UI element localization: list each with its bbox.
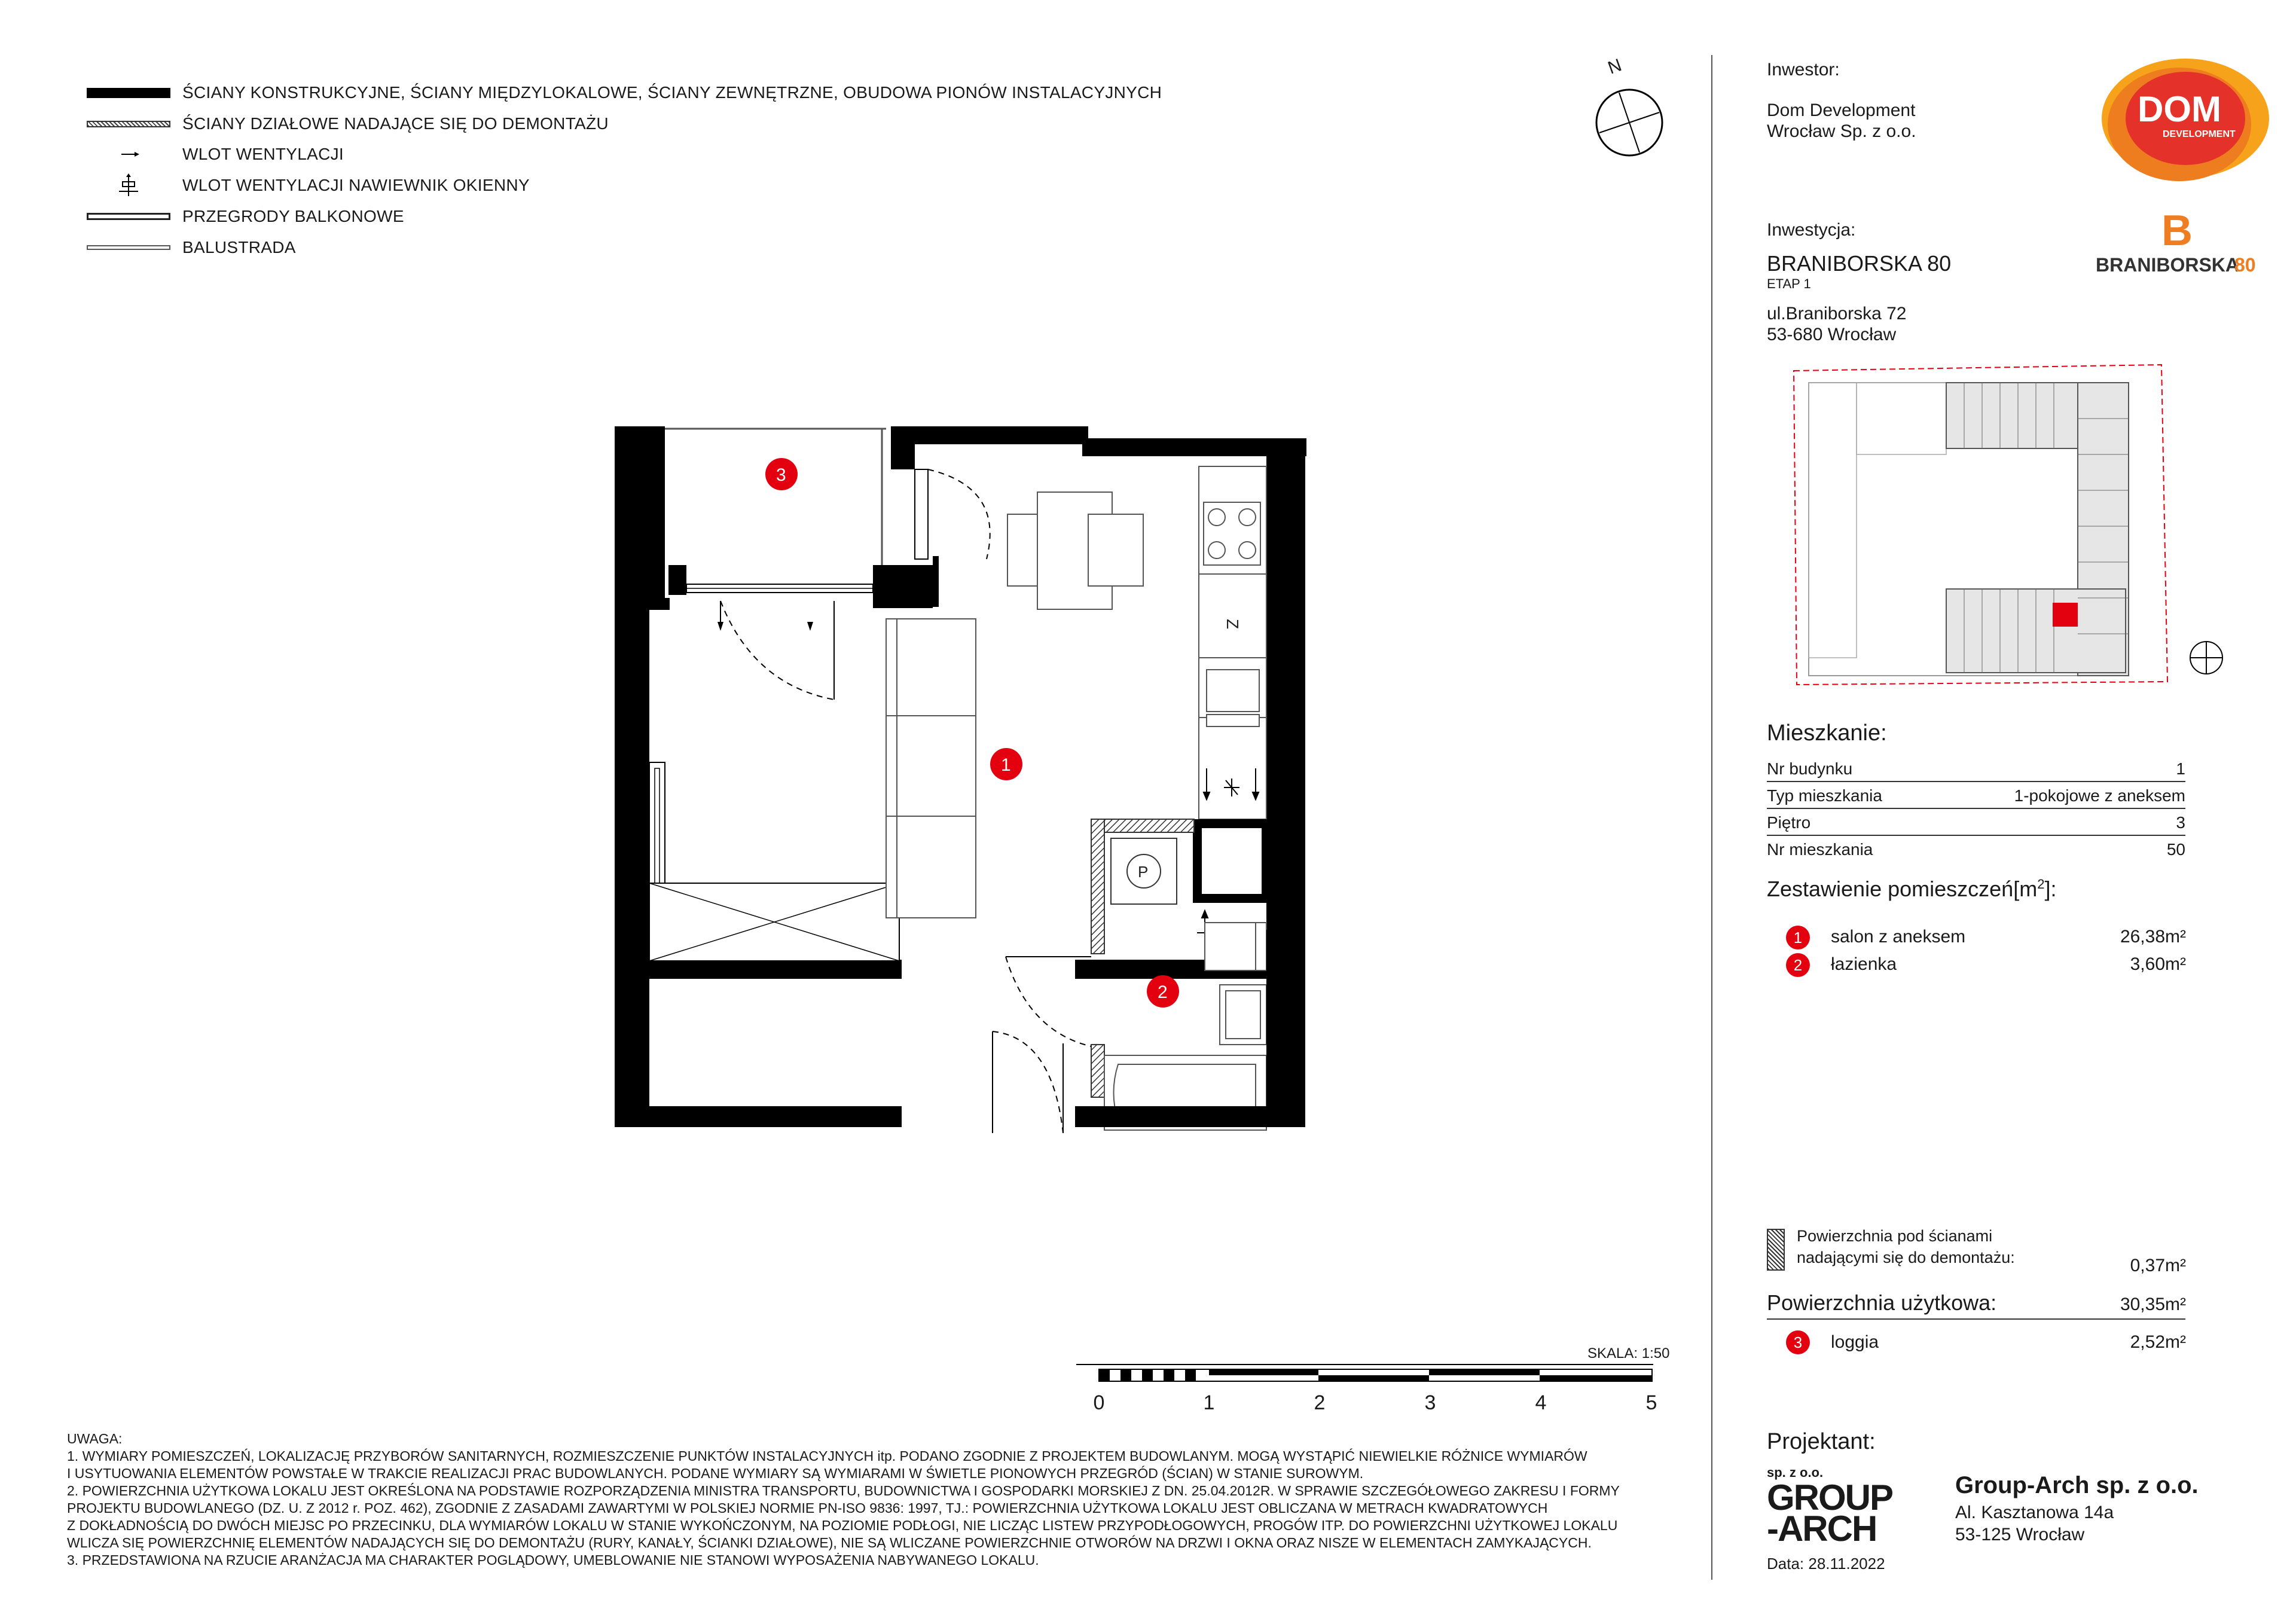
loggia-floor — [665, 429, 886, 565]
group-arch-logo-top: sp. z o.o. — [1767, 1465, 1824, 1480]
investment-city: 53-680 Wrocław — [1767, 325, 1897, 344]
braniborska-logo-number: 80 — [2234, 254, 2256, 276]
row-label: Piętro — [1767, 813, 1811, 832]
dining-set — [1007, 492, 1143, 609]
sofa — [886, 619, 976, 918]
scale-tick: 1 — [1203, 1391, 1215, 1414]
wall-segment — [622, 598, 670, 610]
entrance-door — [993, 1031, 1063, 1133]
room-badge: 1 — [1786, 926, 1810, 950]
legend-item-balcony-divider — [84, 204, 404, 228]
room-badge-label: 3 — [776, 465, 786, 485]
investment-stage: ETAP 1 — [1767, 276, 1811, 291]
legend-label: ŚCIANY DZIAŁOWE NADAJĄCE SIĘ DO DEMONTAŻU — [182, 114, 609, 133]
room-badge-1 — [990, 748, 1022, 780]
room-area: 3,60m² — [2130, 954, 2186, 974]
row-label: Nr mieszkania — [1767, 840, 1873, 859]
bottom-window — [649, 883, 899, 961]
apartment-row — [1767, 755, 2185, 782]
room-badge-label: 2 — [1158, 982, 1168, 1002]
investor-name-line1: Dom Development — [1767, 100, 1916, 120]
usable-label: Powierzchnia użytkowa: — [1767, 1290, 1997, 1315]
apartment-row — [1767, 835, 2185, 862]
note-line: 2. POWIERZCHNIA UŻYTKOWA LOKALU JEST OKREŚLONA NA PODSTAWIE ROZPORZĄDZENIA MINISTRA TRANSPORTU, BUDOWNICTWA I GOSPODARKI MORSKIEJ Z DN. 25.04.2012R. W SPRAWIE SZCZEGÓŁOWEGO ZAKRESU I FORMY — [67, 1483, 1620, 1498]
partition-wall-symbol — [87, 121, 170, 127]
designer-date: Data: 28.11.2022 — [1767, 1555, 1885, 1573]
wall-segment — [1266, 438, 1305, 976]
designer-heading: Projektant: — [1767, 1429, 1876, 1454]
rooms-heading — [1767, 877, 2056, 902]
apartment-row — [1767, 808, 2185, 836]
note-line: 3. PRZEDSTAWIONA NA RZUCIE ARANŻACJA MA CHARAKTER POGLĄDOWY, UMEBLOWANIE NIE STANOWI WYPOSAŻENIA NABYWANEGO LOKALU. — [67, 1552, 1039, 1568]
scale-label: SKALA: 1:50 — [1587, 1345, 1670, 1362]
usable-underline — [1767, 1318, 2185, 1320]
demolition-label-line1: Powierzchnia pod ścianami — [1797, 1227, 1993, 1245]
wall-segment — [891, 426, 1088, 444]
group-arch-logo — [1767, 1465, 1934, 1549]
investor-heading: Inwestor: — [1767, 60, 1840, 80]
ventilation-arrow-icon — [111, 148, 146, 160]
wall-segment — [615, 960, 902, 979]
panel-divider — [1711, 55, 1712, 1580]
balcony-door — [686, 584, 873, 700]
scale-tick: 3 — [1424, 1391, 1436, 1414]
scale-tick: 0 — [1093, 1391, 1105, 1414]
usable-value: 30,35m² — [2120, 1295, 2186, 1314]
demolition-value: 0,37m² — [2130, 1256, 2186, 1275]
installation-shaft — [1193, 819, 1269, 903]
shaft-label: P — [1138, 863, 1149, 881]
dining-chair — [1088, 514, 1143, 586]
legend-label: ŚCIANY KONSTRUKCYJNE, ŚCIANY MIĘDZYLOKALOWE, ŚCIANY ZEWNĘTRZNE, OBUDOWA PIONÓW INSTALACYJNYCH — [182, 83, 1162, 102]
designer-street: Al. Kasztanowa 14a — [1955, 1503, 2114, 1522]
loggia-area: 2,52m² — [2130, 1332, 2186, 1352]
room-badge-2 — [1147, 975, 1179, 1008]
window-vent-icon — [111, 173, 146, 197]
balcony-divider-symbol — [87, 213, 170, 220]
toilet — [1205, 923, 1266, 970]
legend-label: PRZEGRODY BALKONOWE — [182, 207, 404, 225]
investment-street: ul.Braniborska 72 — [1767, 304, 1907, 323]
wall-segment — [891, 426, 915, 469]
legend-label: WLOT WENTYLACJI NAWIEWNIK OKIENNY — [182, 176, 530, 194]
designer-city: 53-125 Wrocław — [1955, 1525, 2085, 1544]
legend-label: BALUSTRADA — [182, 238, 296, 257]
investor-name-line2: Wrocław Sp. z o.o. — [1767, 121, 1916, 141]
scale-tick: 4 — [1535, 1391, 1547, 1414]
apartment-heading: Mieszkanie: — [1767, 721, 1887, 746]
dom-development-logo — [2096, 53, 2269, 196]
legend-item-ventilation — [84, 142, 344, 166]
compass — [1584, 57, 1668, 164]
wall-segment — [615, 601, 649, 978]
scale-tick: 2 — [1314, 1391, 1326, 1414]
kitchen-sink — [1207, 670, 1259, 712]
rooms-heading-sup: 2 — [2037, 877, 2045, 892]
balustrade-symbol — [87, 245, 170, 250]
rooms-heading-suffix: ]: — [2044, 877, 2057, 901]
dom-logo-subtext: DEVELOPMENT — [2163, 129, 2236, 139]
investment-heading: Inwestycja: — [1767, 220, 1856, 240]
hatch-swatch — [1767, 1229, 1785, 1271]
note-line: WLICZA SIĘ POWIERZCHNIĘ ELEMENTÓW NADAJĄCYCH SIĘ DO DEMONTAŻU (RURY, KANAŁY, ŚCIANKI DZIAŁOWE), NIE SĄ WLICZANE POWIERZCHNIE OTWORÓW NA DRZWI I OKNA ORAZ NISZE W ELEMENTACH ZAMYKAJĄCYCH. — [67, 1535, 1592, 1550]
demolition-label-line2: nadającymi się do demontażu: — [1797, 1248, 2015, 1266]
row-value: 3 — [2176, 813, 2185, 832]
fridge-label: Z — [1223, 619, 1242, 630]
dom-logo-text: DOM — [2138, 89, 2221, 129]
structural-wall-symbol — [87, 88, 170, 98]
row-value: 1-pokojowe z aneksem — [2014, 786, 2185, 805]
legend-item-structural — [84, 81, 1162, 105]
braniborska-logo-text: BRANIBORSKA — [2096, 254, 2239, 276]
rooms-heading-prefix: Zestawienie pomieszczeń[m — [1767, 877, 2038, 901]
apartment-row — [1767, 782, 2185, 809]
washbasin — [1220, 985, 1266, 1045]
legend-item-window-vent — [84, 173, 530, 197]
investment-name: BRANIBORSKA 80 — [1767, 251, 1952, 276]
apartment-highlight — [2053, 603, 2078, 627]
row-label: Nr budynku — [1767, 759, 1853, 778]
loggia-side-door — [915, 469, 990, 559]
notes-heading: UWAGA: — [67, 1431, 123, 1446]
braniborska-logo — [2096, 206, 2275, 278]
room-badge: 2 — [1786, 953, 1810, 977]
row-value: 1 — [2176, 759, 2185, 778]
note-line: PROJEKTU BUDOWLANEGO (DZ. U. Z 2012 r. POZ. 462), ZGODNIE Z ZASADAMI ZAWARTYMI W POLSKIEJ NORMIE PN-ISO 9836: 1997, TJ.: POWIERZCHNIA UŻYTKOWA LOKALU JEST OBLICZANA W METRACH KWADRATOWYCH — [67, 1500, 1548, 1516]
group-arch-logo-line1: GROUP — [1767, 1478, 1893, 1518]
loggia-name: loggia — [1831, 1332, 1879, 1352]
note-line: 1. WYMIARY POMIESZCZEŃ, LOKALIZACJĘ PRZYBORÓW SANITARNYCH, ROZMIESZCZENIE PUNKTÓW INSTALACYJNYCH itp. PODANO ZGODNIE Z PROJEKTEM BUDOWLANYM. MOGĄ WYSTĄPIĆ NIEWIELKIE RÓŻNICE WYMIARÓW — [67, 1448, 1587, 1464]
compass-icon — [1584, 57, 1668, 164]
room-name: łazienka — [1831, 954, 1897, 974]
designer-company: Group-Arch sp. z o.o. — [1955, 1472, 2199, 1498]
room-name: salon z aneksem — [1831, 927, 1966, 947]
room-area: 26,38m² — [2120, 927, 2186, 947]
wall-segment — [1082, 438, 1306, 456]
scale-tick: 5 — [1645, 1391, 1657, 1414]
wall-segment — [668, 565, 686, 595]
row-label: Typ mieszkania — [1767, 786, 1882, 805]
note-line: I USYTUOWANIA ELEMENTÓW POWSTAŁE W TRAKCIE REALIZACJI PRAC BUDOWLANYCH. PODANE WYMIARY SĄ WYMIARAMI W ŚWIETLE PIONOWYCH PRZEGRÓD (ŚCIAN) W STANIE SUROWYM. — [67, 1466, 1364, 1481]
legend-label: WLOT WENTYLACJI — [182, 145, 344, 163]
group-arch-logo-line2: -ARCH — [1767, 1509, 1877, 1549]
floor-plan — [610, 422, 1309, 1163]
notes — [67, 1430, 1717, 1569]
room-badge-label: 1 — [1001, 755, 1011, 775]
kitchen-counter — [1199, 466, 1266, 819]
wall-segment — [873, 565, 933, 608]
legend-item-partition — [84, 112, 609, 136]
loggia-badge: 3 — [1786, 1330, 1810, 1354]
compass-north-label: N — [1605, 55, 1625, 78]
scale-graphic — [1076, 1363, 1656, 1387]
room-badge-3 — [765, 458, 798, 490]
row-value: 50 — [2166, 840, 2185, 859]
legend-item-balustrade — [84, 236, 296, 260]
note-line: Z DOKŁADNOŚCIĄ DO DWÓCH MIEJSC PO PRZECINKU, DLA WYMIARÓW LOKALU W STANIE WYKOŃCZONYM, NA POZIOMIE PODŁOGI, NIE LICZĄC LISTEW PRZYPODŁOGOWYCH, PROGÓW ITP. DO POWIERZCHNI UŻYTKOWEJ LOKALU — [67, 1518, 1618, 1533]
braniborska-logo-mark: B — [2161, 207, 2193, 255]
key-plan — [1767, 359, 2245, 694]
wall-segment — [615, 426, 665, 606]
wall-segment — [933, 556, 939, 607]
